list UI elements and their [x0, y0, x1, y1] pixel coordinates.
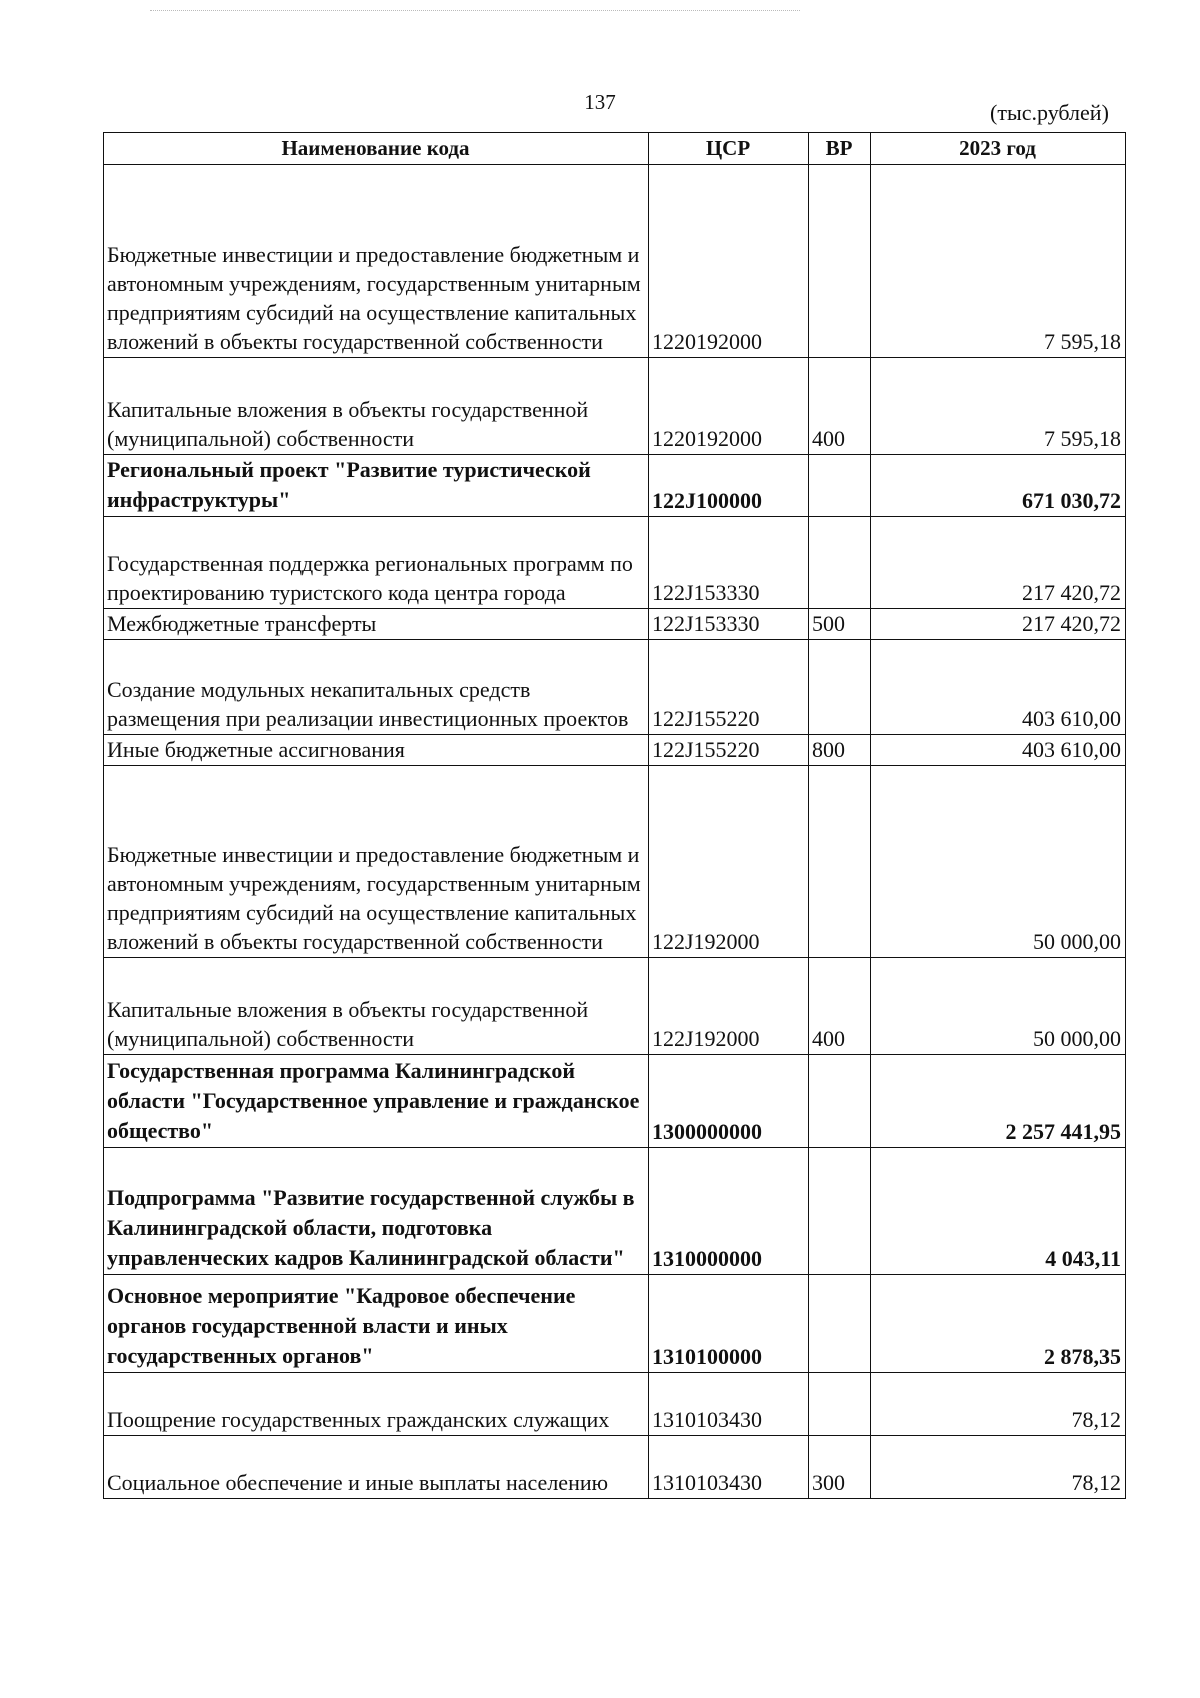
cell-sum: 217 420,72 [871, 517, 1126, 609]
table-row [104, 455, 1126, 517]
cell-sum: 7 595,18 [871, 165, 1126, 358]
header-csr: ЦСР [649, 133, 809, 165]
table-row [104, 165, 1126, 358]
cell-name: Иные бюджетные ассигнования [104, 735, 649, 766]
table-header-row [104, 133, 1126, 165]
page-number: 137 [584, 90, 616, 114]
cell-csr: 122J192000 [649, 766, 809, 958]
table-row [104, 517, 1126, 609]
table-row [104, 1148, 1126, 1275]
cell-vr: 800 [809, 735, 871, 766]
cell-name: Бюджетные инвестиции и предоставление бюджетным и автономным учреждениям, государственным унитарным предприятиям субсидий на осуществление капитальных вложений в объекты государственной собственности [104, 165, 649, 358]
cell-vr [809, 640, 871, 735]
cell-name: Основное мероприятие "Кадровое обеспечение органов государственной власти и иных государственных органов" [104, 1275, 649, 1373]
table-row [104, 640, 1126, 735]
cell-name: Подпрограмма "Развитие государственной службы в Калининградской области, подготовка управленческих кадров Калининградской области" [104, 1148, 649, 1275]
table-row [104, 958, 1126, 1055]
table-row [104, 1055, 1126, 1148]
cell-sum: 50 000,00 [871, 958, 1126, 1055]
units-label: (тыс.рублей) [990, 100, 1109, 125]
cell-sum: 403 610,00 [871, 640, 1126, 735]
cell-vr [809, 766, 871, 958]
budget-table [103, 132, 1126, 1499]
cell-csr: 122J155220 [649, 735, 809, 766]
cell-name: Бюджетные инвестиции и предоставление бюджетным и автономным учреждениям, государственным унитарным предприятиям субсидий на осуществление капитальных вложений в объекты государственной собственности [104, 766, 649, 958]
cell-name: Государственная программа Калининградской области "Государственное управление и гражданское общество" [104, 1055, 649, 1148]
cell-vr: 400 [809, 358, 871, 455]
table-row [104, 1373, 1126, 1436]
header-year: 2023 год [871, 133, 1126, 165]
table-row [104, 735, 1126, 766]
cell-sum: 2 878,35 [871, 1275, 1126, 1373]
cell-csr: 1310100000 [649, 1275, 809, 1373]
cell-vr [809, 455, 871, 517]
cell-sum: 217 420,72 [871, 609, 1126, 640]
cell-name: Социальное обеспечение и иные выплаты населению [104, 1436, 649, 1499]
cell-vr [809, 1373, 871, 1436]
cell-name: Региональный проект "Развитие туристической инфраструктуры" [104, 455, 649, 517]
cell-vr [809, 517, 871, 609]
cell-sum: 2 257 441,95 [871, 1055, 1126, 1148]
table-row [104, 766, 1126, 958]
cell-csr: 1220192000 [649, 165, 809, 358]
cell-sum: 50 000,00 [871, 766, 1126, 958]
cell-vr: 300 [809, 1436, 871, 1499]
table-row [104, 1436, 1126, 1499]
cell-csr: 122J153330 [649, 517, 809, 609]
cell-sum: 78,12 [871, 1436, 1126, 1499]
cell-vr: 400 [809, 958, 871, 1055]
cell-name: Государственная поддержка региональных программ по проектированию туристского кода центра города [104, 517, 649, 609]
cell-name: Капитальные вложения в объекты государственной (муниципальной) собственности [104, 358, 649, 455]
cell-name: Межбюджетные трансферты [104, 609, 649, 640]
table-row [104, 609, 1126, 640]
cell-csr: 1220192000 [649, 358, 809, 455]
cell-sum: 78,12 [871, 1373, 1126, 1436]
cell-csr: 1310103430 [649, 1436, 809, 1499]
cell-sum: 7 595,18 [871, 358, 1126, 455]
cell-csr: 1300000000 [649, 1055, 809, 1148]
table-row [104, 1275, 1126, 1373]
cell-name: Капитальные вложения в объекты государственной (муниципальной) собственности [104, 958, 649, 1055]
cell-vr: 500 [809, 609, 871, 640]
cell-vr [809, 1055, 871, 1148]
cell-csr: 122J155220 [649, 640, 809, 735]
cell-csr: 122J192000 [649, 958, 809, 1055]
cell-sum: 671 030,72 [871, 455, 1126, 517]
table-row [104, 358, 1126, 455]
cell-csr: 122J100000 [649, 455, 809, 517]
cell-csr: 1310000000 [649, 1148, 809, 1275]
cell-vr [809, 1148, 871, 1275]
cell-sum: 403 610,00 [871, 735, 1126, 766]
cell-vr [809, 165, 871, 358]
cell-sum: 4 043,11 [871, 1148, 1126, 1275]
cell-name: Создание модульных некапитальных средств размещения при реализации инвестиционных проектов [104, 640, 649, 735]
scan-artifact-line [150, 10, 800, 12]
cell-csr: 1310103430 [649, 1373, 809, 1436]
cell-vr [809, 1275, 871, 1373]
header-vr: ВР [809, 133, 871, 165]
header-name: Наименование кода [104, 133, 649, 165]
cell-name: Поощрение государственных гражданских служащих [104, 1373, 649, 1436]
cell-csr: 122J153330 [649, 609, 809, 640]
